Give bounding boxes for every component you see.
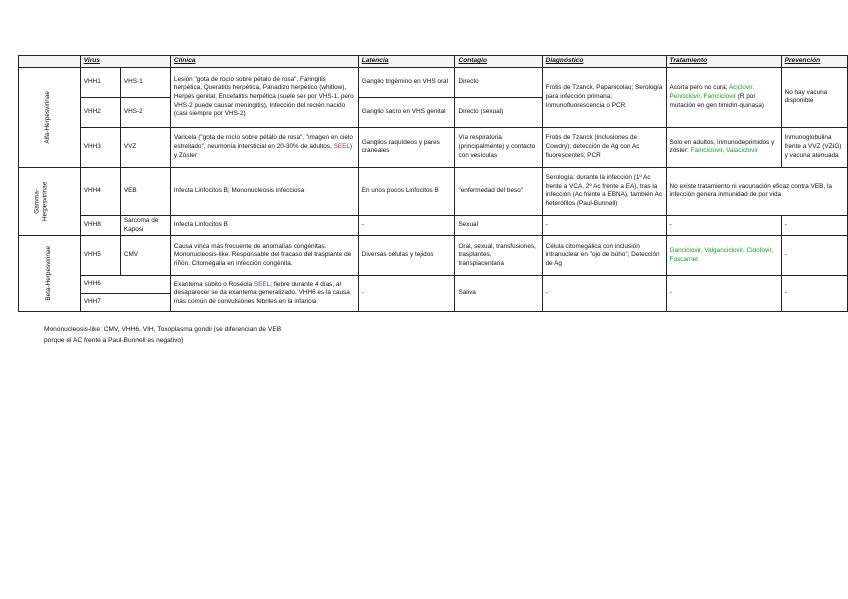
vhh6-clinica bbox=[170, 276, 358, 312]
vhh3-name: VVZ bbox=[120, 127, 170, 167]
vhh3-latencia: Ganglios raquídeos y pares craneales bbox=[358, 127, 455, 167]
vhh1-tratamiento bbox=[666, 67, 781, 127]
vhh6-code: VHH6 bbox=[80, 276, 170, 294]
vhh1-clinica: Lesión "gota de rocío sobre pétalo de rosa", Faringitis herpética, Queratitis herpética, Panadizo herpético (whitlow), Herpes genital, Encefalitis herpética (suele ser por VHS-1, pero VHS-2 puede causar meningitis), Infección del recién nacido (casi siempre por VHS-2) bbox=[170, 67, 358, 127]
header-virus: Virus bbox=[80, 56, 170, 68]
header-tratamiento: Tratamiento bbox=[666, 56, 781, 68]
vhh3-clinica-text: Varicela ("gota de rocío sobre pétalo de rosa", "imagen en cielo estrellado", neumonía intersticial en 20-30% de adultos, bbox=[173, 134, 353, 151]
vhh2-latencia: Ganglio sacro en VHS genital bbox=[358, 97, 455, 127]
table-row-vhh6 bbox=[19, 276, 848, 294]
herpesvirus-table bbox=[18, 55, 848, 312]
vhh4-code: VHH4 bbox=[80, 167, 120, 215]
vhh6-prevencion: - bbox=[781, 276, 847, 312]
table-row-vhh5 bbox=[19, 236, 848, 276]
vhh8-tratamiento: - bbox=[666, 215, 781, 235]
vhh8-latencia: - bbox=[358, 215, 455, 235]
vhh5-latencia: Diversas células y tejidos bbox=[358, 236, 455, 276]
vhh3-clinica bbox=[170, 127, 358, 167]
vhh3-clinica-end: ) y Zóster bbox=[173, 143, 353, 159]
header-contagio: Contagio bbox=[455, 56, 542, 68]
vhh7-code: VHH7 bbox=[80, 294, 170, 312]
family-beta-cell bbox=[19, 236, 81, 312]
table-row-vhh1 bbox=[19, 67, 848, 97]
vhh2-code: VHH2 bbox=[80, 97, 120, 127]
vhh3-tratamiento-drugs: Famciclovir, Valaciclovir bbox=[690, 147, 758, 155]
footnote-line-1: Mononucleosis-like: CMV, VHH6, VIH, Toxoplasma gondii (se diferencian de VEB bbox=[44, 326, 282, 333]
vhh2-name: VHS-2 bbox=[120, 97, 170, 127]
vhh1-tratamiento-drugs: Aciclovir, Penciclovir, Famciclovir bbox=[669, 84, 755, 101]
vhh3-tratamiento-intro: Solo en adultos, inmunodeprimidos y zóster: bbox=[669, 138, 775, 155]
vhh5-diagnostico: Célula citomegálica con inclusión intranuclear en "ojo de búho"; Detección de Ag bbox=[542, 236, 666, 276]
vhh6-clinica-end: ; fiebre durante 4 días, al desaparecer se da exantema generalizado. VHH6 es la causa más común de convulsiones febriles en la infancia bbox=[173, 280, 350, 305]
vhh5-clinica: Causa vírica más frecuente de anomalías congénitas. Mononucleosis-like. Responsable del fracaso del trasplante de riñón. Citomegalia en infección congénita. bbox=[170, 236, 358, 276]
family-gamma-line1: Gamma- bbox=[33, 188, 41, 214]
vhh1-contagio: Directo bbox=[455, 67, 542, 97]
vhh1-name: VHS-1 bbox=[120, 67, 170, 97]
vhh3-tratamiento bbox=[666, 127, 781, 167]
vhh1-prevencion: No hay vacuna disponible bbox=[781, 67, 847, 127]
vhh1-tratamiento-intro: Acorta pero no cura; bbox=[669, 84, 729, 92]
vhh3-code: VHH3 bbox=[80, 127, 120, 167]
vhh8-prevencion: - bbox=[781, 215, 847, 235]
family-alfa-label: Alfa-Herpesvirinae bbox=[43, 91, 51, 144]
vhh8-code: VHH8 bbox=[80, 215, 120, 235]
vhh5-prevencion: - bbox=[781, 236, 847, 276]
footnote-line-2: porque el AC frente a Paul-Bunnell es negativo) bbox=[44, 336, 184, 344]
table-row-vhh4 bbox=[19, 167, 848, 215]
header-latencia: Latencia bbox=[358, 56, 455, 68]
vhh1-tratamiento-note: (R por mutación en gen timidín-quinasa) bbox=[669, 93, 765, 109]
vhh4-clinica: Infecta Linfocitos B; Mononucleosis infecciosa bbox=[170, 167, 358, 215]
vhh4-contagio: "enfermedad del beso" bbox=[455, 167, 542, 215]
header-diagnostico: Diagnóstico bbox=[542, 56, 666, 68]
vhh4-name: VEB bbox=[120, 167, 170, 215]
vhh5-contagio: Oral, sexual, transfusiones, trasplantes, transplacentaria bbox=[455, 236, 542, 276]
header-row bbox=[19, 56, 848, 68]
vhh5-tratamiento: Ganciclovir, Valganciclovir, Cidofovir, Foscarnet bbox=[666, 236, 781, 276]
vhh6-diagnostico: - bbox=[542, 276, 666, 312]
vhh3-clinica-seel: SEEL bbox=[333, 143, 350, 151]
table-row-vhh3 bbox=[19, 127, 848, 167]
vhh8-contagio: Sexual bbox=[455, 215, 542, 235]
vhh5-name: CMV bbox=[120, 236, 170, 276]
footnote bbox=[44, 325, 281, 346]
vhh6-latencia: - bbox=[358, 276, 455, 312]
header-clinica: Clínica bbox=[170, 56, 358, 68]
vhh8-diagnostico: - bbox=[542, 215, 666, 235]
vhh4-diagnostico: Serología: durante la infección (1º Ac frente a VCA, 2º Ac frente a EA), tras la infección (Ac frente a EBNA), también Ac heterófilos (Paul-Bunnell) bbox=[542, 167, 666, 215]
vhh3-prevencion: Inmunoglobulina frente a VVZ (VZIG) y vacuna atenuada bbox=[781, 127, 847, 167]
vhh8-clinica: Infecta Linfocitos B bbox=[170, 215, 358, 235]
family-beta-label: Beta-Herpesvirinae bbox=[45, 246, 53, 302]
vhh5-code: VHH5 bbox=[80, 236, 120, 276]
vhh6-clinica-seel: SEEL bbox=[253, 280, 271, 288]
vhh6-clinica-text: Exantema súbito o Roséola bbox=[173, 280, 254, 288]
header-family bbox=[19, 56, 81, 68]
table-row-vhh8 bbox=[19, 215, 848, 235]
vhh4-tratamiento-prevencion: No existe tratamiento ni vacunación eficaz contra VEB, la infección genera inmunidad de por vida bbox=[666, 167, 847, 215]
vhh1-latencia: Ganglio trigémino en VHS oral bbox=[358, 67, 455, 97]
vhh2-contagio: Directo (sexual) bbox=[455, 97, 542, 127]
vhh8-name: Sarcoma de Kaposi bbox=[120, 215, 170, 235]
family-gamma-line2: Herpesvirinae bbox=[41, 181, 49, 222]
vhh1-diagnostico: Frotis de Tzanck, Papanicolau; Serología para infección primaria; Inmunofluorescencia o PCR bbox=[542, 67, 666, 127]
family-gamma-cell bbox=[19, 167, 81, 235]
vhh1-code: VHH1 bbox=[80, 67, 120, 97]
vhh6-contagio: Saliva bbox=[455, 276, 542, 312]
family-gamma-label bbox=[33, 182, 50, 221]
vhh3-diagnostico: Frotis de Tzanck (inclusiones de Cowdry); detección de Ag con Ac fluorescentes; PCR bbox=[542, 127, 666, 167]
family-alfa-cell bbox=[19, 67, 81, 167]
vhh4-latencia: En unos pocos Linfocitos B bbox=[358, 167, 455, 215]
header-prevencion: Prevención bbox=[781, 56, 847, 68]
vhh3-contagio: Vía respiratoria (principalmente) y contacto con vesículas bbox=[455, 127, 542, 167]
vhh6-tratamiento: - bbox=[666, 276, 781, 312]
